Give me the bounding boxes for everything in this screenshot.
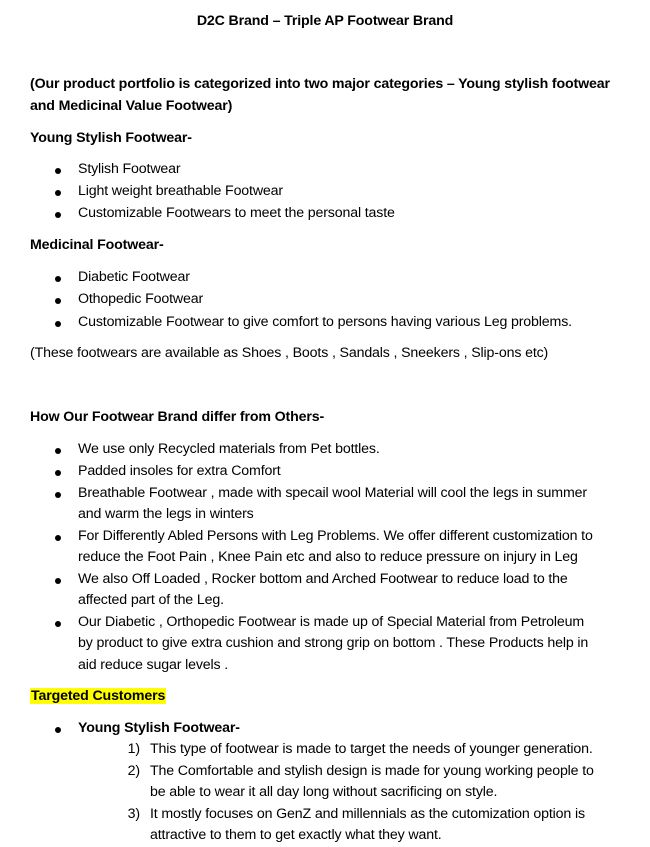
list-item: Customizable Footwears to meet the personal taste (78, 205, 395, 221)
bullet-icon (55, 448, 61, 454)
list-number: 3) (127, 806, 140, 822)
bullet-icon (55, 535, 61, 541)
bullet-icon (55, 727, 61, 733)
list-number: 1) (127, 741, 140, 757)
list-item: Our Diabetic , Orthopedic Footwear is made up of Special Material from Petroleum (78, 614, 585, 630)
list-item: For Differently Abled Persons with Leg Problems. We offer different customization to (78, 528, 593, 544)
list-item-continued: and warm the legs in winters (78, 506, 254, 522)
list-item-continued: by product to give extra cushion and strong grip on bottom . These Products help in (78, 635, 589, 651)
bullet-icon (55, 190, 61, 196)
bullet-icon (55, 578, 61, 584)
numbered-item: The Comfortable and stylish design is made for young working people to (150, 763, 594, 779)
bullet-icon (55, 212, 61, 218)
list-item: Diabetic Footwear (78, 269, 190, 285)
bullet-icon (55, 621, 61, 627)
list-item: Padded insoles for extra Comfort (78, 463, 281, 479)
list-item: Light weight breathable Footwear (78, 183, 283, 199)
intro-line-1: (Our product portfolio is categorized into two major categories – Young stylish footwear (30, 76, 610, 92)
list-item: Breathable Footwear , made with specail wool Material will cool the legs in summer (78, 485, 587, 501)
bullet-icon (55, 276, 61, 282)
bullet-icon (55, 470, 61, 476)
young-section-heading: Young Stylish Footwear- (30, 130, 192, 146)
highlighted-heading: Targeted Customers (31, 688, 166, 704)
availability-note: (These footwears are available as Shoes , Boots , Sandals , Sneekers , Slip-ons etc) (30, 345, 549, 361)
differ-section-heading: How Our Footwear Brand differ from Others- (30, 409, 325, 425)
bullet-icon (55, 298, 61, 304)
list-item: We also Off Loaded , Rocker bottom and Arched Footwear to reduce load to the (78, 571, 568, 587)
bullet-icon (55, 321, 61, 327)
numbered-item: It mostly focuses on GenZ and millennials as the cutomization option is (150, 806, 585, 822)
list-item: Stylish Footwear (78, 161, 181, 177)
numbered-item-continued: be able to wear it all day long without sacrificing on style. (150, 784, 498, 800)
numbered-item-continued: attractive to them to get exactly what they want. (150, 827, 442, 843)
list-item-continued: reduce the Foot Pain , Knee Pain etc and also to reduce pressure on injury in Leg (78, 549, 578, 565)
medicinal-section-heading: Medicinal Footwear- (30, 237, 164, 253)
list-item: Customizable Footwear to give comfort to persons having various Leg problems. (78, 314, 572, 330)
bullet-icon (55, 168, 61, 174)
list-item-continued: aid reduce sugar levels . (78, 657, 229, 673)
list-number: 2) (127, 763, 140, 779)
document-title: D2C Brand – Triple AP Footwear Brand (196, 13, 454, 29)
targeted-group-label: Young Stylish Footwear- (78, 720, 240, 736)
list-item-continued: affected part of the Leg. (78, 592, 224, 608)
list-item: Othopedic Footwear (78, 291, 204, 307)
intro-line-2: and Medicinal Value Footwear) (30, 98, 233, 114)
list-item: We use only Recycled materials from Pet bottles. (78, 441, 380, 457)
bullet-icon (55, 492, 61, 498)
targeted-section-heading (30, 688, 166, 704)
numbered-item: This type of footwear is made to target the needs of younger generation. (150, 741, 593, 757)
